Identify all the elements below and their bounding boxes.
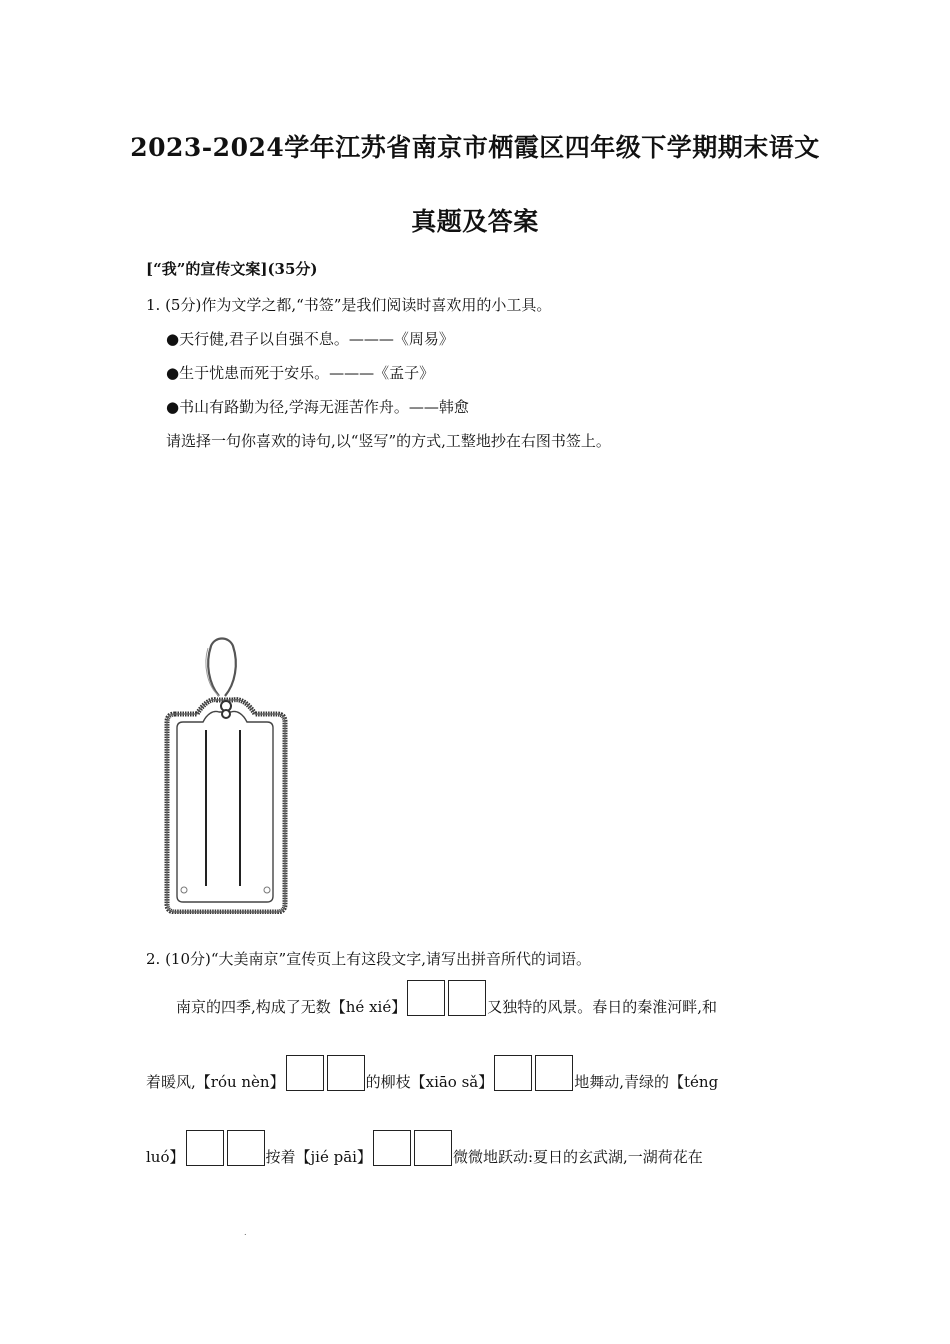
question-2-stem: 2. (10分)“大美南京”宣传页上有这段文字,请写出拼音所代的词语。: [146, 950, 591, 968]
q2-row1-text-b: 又独特的风景。春日的秦淮河畔,和: [487, 998, 717, 1016]
q2-row-3: [146, 1130, 703, 1167]
bookmark-illustration: [163, 634, 289, 914]
q2-row-2: [146, 1055, 718, 1092]
answer-box-xiaosa-2[interactable]: [535, 1055, 573, 1091]
q2-row1-text-a: 南京的四季,构成了无数【hé xié】: [176, 998, 407, 1016]
answer-box-jiepai-1[interactable]: [373, 1130, 411, 1166]
document-title-line1: 2023-2024学年江苏省南京市栖霞区四年级下学期期末语文: [130, 133, 820, 162]
answer-box-hexie-2[interactable]: [448, 980, 486, 1016]
q2-row3-text-c: 微微地跃动:夏日的玄武湖,一湖荷花在: [452, 1148, 703, 1166]
q2-row2-text-a: 着暖风,【róu nèn】: [146, 1073, 285, 1091]
q2-row2-text-c: 地舞动,青绿的【téng: [574, 1073, 719, 1091]
answer-box-jiepai-2[interactable]: [414, 1130, 452, 1166]
footer-mark: .: [244, 1228, 247, 1237]
answer-box-tengluo-1[interactable]: [186, 1130, 224, 1166]
answer-box-hexie-1[interactable]: [407, 980, 445, 1016]
answer-box-rounen-2[interactable]: [327, 1055, 365, 1091]
question-1-instruction: 请选择一句你喜欢的诗句,以“竖写”的方式,工整地抄在右图书签上。: [166, 432, 611, 450]
document-title-line2: 真题及答案: [411, 207, 539, 236]
answer-box-tengluo-2[interactable]: [227, 1130, 265, 1166]
answer-box-xiaosa-1[interactable]: [494, 1055, 532, 1091]
quote-mengzi: ●生于忧患而死于安乐。———《孟子》: [166, 364, 435, 382]
q2-row3-text-b: 按着【jié pāi】: [265, 1148, 372, 1166]
quote-zhouyi: ●天行健,君子以自强不息。———《周易》: [166, 330, 454, 348]
q2-row3-text-a: luó】: [146, 1148, 185, 1166]
quote-hanyu: ●书山有路勤为径,学海无涯苦作舟。——韩愈: [166, 398, 469, 416]
answer-box-rounen-1[interactable]: [286, 1055, 324, 1091]
q2-row2-text-b: 的柳枝【xiāo sǎ】: [365, 1073, 494, 1091]
section-header: [“我”的宣传文案](35分): [146, 260, 318, 278]
q2-row-1: [176, 980, 717, 1017]
question-1-stem: 1. (5分)作为文学之都,“书签”是我们阅读时喜欢用的小工具。: [146, 296, 552, 314]
